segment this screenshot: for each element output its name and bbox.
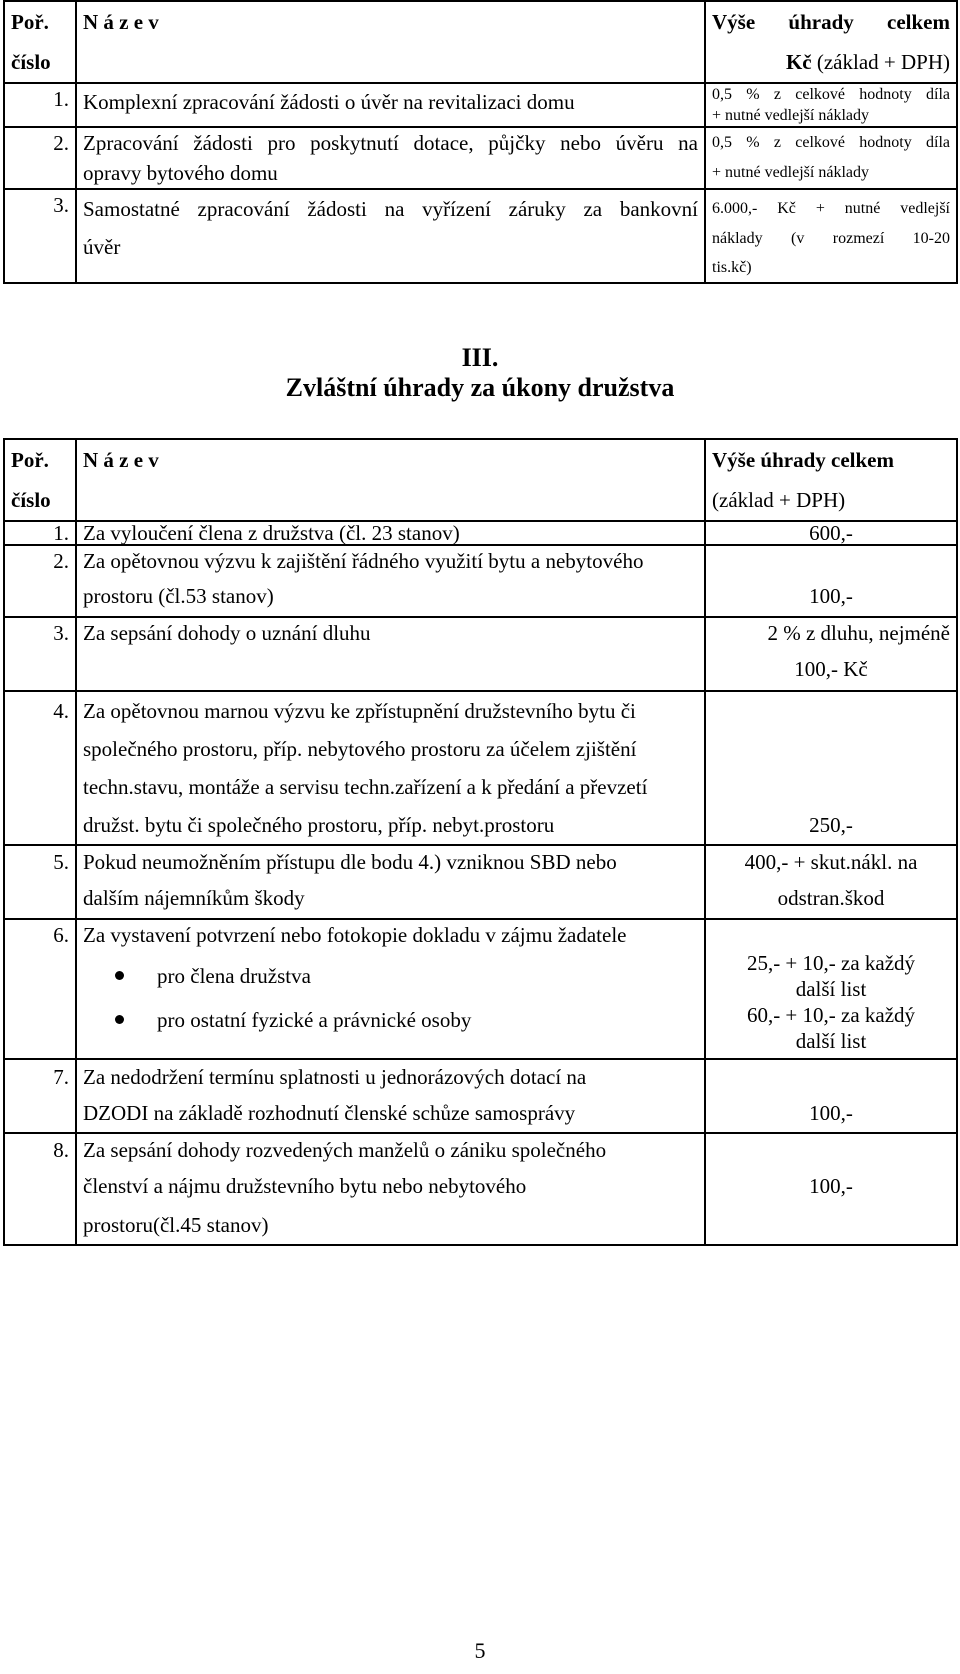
- row-name: [76, 1133, 705, 1245]
- row-number: 7.: [4, 1059, 76, 1133]
- page-number: 5: [474, 1638, 486, 1663]
- header-amount-cell: [705, 1, 957, 83]
- amount-line: 2 % z dluhu, nejméně: [767, 621, 950, 645]
- name-line: společného prostoru, příp. nebytového prostoru za účelem zjištění: [83, 737, 637, 761]
- name-line: Samostatné zpracování žádosti na vyřízení záruky za bankovní: [83, 197, 698, 221]
- table-header-row: [4, 439, 957, 521]
- section-heading: [0, 343, 960, 403]
- amount-line: 0,5 % z celkové hodnoty díla: [712, 134, 950, 151]
- name-line: Za opětovnou výzvu k zajištění řádného využití bytu a nebytového: [83, 549, 644, 573]
- row-amount: 100,-: [705, 545, 957, 617]
- header-label: číslo: [11, 50, 51, 74]
- amount-line: 100,- Kč: [794, 657, 868, 681]
- amount-line: 100,-: [809, 1174, 853, 1198]
- header-number-cell: [4, 1, 76, 83]
- name-line: družst. bytu či společného prostoru, příp. nebyt.prostoru: [83, 813, 555, 837]
- currency-label: Kč: [785, 50, 812, 74]
- header-label: N á z e v: [83, 10, 159, 34]
- table-header-row: [4, 1, 957, 83]
- name-line: Za vystavení potvrzení nebo fotokopie dokladu v zájmu žadatele: [83, 923, 627, 947]
- header-label: Výše úhrady celkem: [712, 10, 950, 34]
- amount-line: odstran.škod: [777, 886, 885, 910]
- header-name-cell: [76, 1, 705, 83]
- name-line: úvěr: [83, 235, 121, 259]
- table-row: [4, 189, 957, 283]
- amount-line: + nutné vedlejší náklady: [712, 164, 869, 181]
- table-row: [4, 919, 957, 1059]
- row-number: 6.: [4, 919, 76, 1059]
- table-row: [4, 617, 957, 691]
- row-amount: [705, 83, 957, 127]
- name-line: Za opětovnou marnou výzvu ke zpřístupnění družstevního bytu či: [83, 699, 636, 723]
- row-name: [76, 189, 705, 283]
- amount-line: + nutné vedlejší náklady: [712, 107, 869, 124]
- name-line: dalším nájemníkům škody: [83, 886, 305, 910]
- amount-line: 6.000,- Kč + nutné vedlejší: [712, 200, 950, 217]
- row-amount: [705, 845, 957, 919]
- name-line: prostoru (čl.53 stanov): [83, 584, 274, 608]
- row-amount: [705, 919, 957, 1059]
- row-amount: [705, 1133, 957, 1245]
- row-amount: [705, 189, 957, 283]
- section-number: III.: [461, 343, 499, 372]
- table-row: [4, 691, 957, 845]
- row-number: 1.: [4, 521, 76, 545]
- table-row: [4, 845, 957, 919]
- amount-line: další list: [795, 977, 867, 1001]
- header-label: Poř.: [11, 10, 49, 34]
- row-name: [76, 127, 705, 189]
- row-name: [76, 845, 705, 919]
- row-name: [76, 691, 705, 845]
- row-name: [76, 919, 705, 1059]
- row-name: [76, 545, 705, 617]
- name-line: Zpracování žádosti pro poskytnutí dotace, půjčky nebo úvěru na: [83, 131, 698, 155]
- name-line: DZODI na základě rozhodnutí členské schůze samosprávy: [83, 1101, 576, 1125]
- amount-line: 0,5 % z celkové hodnoty díla: [712, 86, 950, 103]
- name-line: techn.stavu, montáže a servisu techn.zařízení a k předání a převzetí: [83, 775, 648, 799]
- vat-label: (základ + DPH): [811, 50, 950, 74]
- header-label: N á z e v: [83, 448, 159, 472]
- section-title: Zvláštní úhrady za úkony družstva: [285, 373, 675, 402]
- name-line: prostoru(čl.45 stanov): [83, 1213, 269, 1237]
- table-row: [4, 545, 957, 617]
- header-label: Poř.: [11, 448, 49, 472]
- row-number: 2.: [4, 127, 76, 189]
- bullet-list: [83, 954, 698, 1042]
- amount-line: 25,- + 10,- za každý: [746, 951, 916, 975]
- row-name: Komplexní zpracování žádosti o úvěr na revitalizaci domu: [76, 83, 705, 127]
- header-label: číslo: [11, 488, 51, 512]
- amount-line: 60,- + 10,- za každý: [746, 1003, 916, 1027]
- row-number: 3.: [4, 189, 76, 283]
- row-name: Za vyloučení člena z družstva (čl. 23 stanov): [76, 521, 705, 545]
- name-line: Za nedodržení termínu splatnosti u jednorázových dotací na: [83, 1065, 587, 1089]
- row-amount: [705, 617, 957, 691]
- header-amount-cell: [705, 439, 957, 521]
- header-label: Výše úhrady celkem: [712, 448, 894, 472]
- header-label: [712, 42, 950, 82]
- table-row: [4, 83, 957, 127]
- row-number: 5.: [4, 845, 76, 919]
- fees-table-2: [3, 438, 958, 1246]
- row-number: 2.: [4, 545, 76, 617]
- amount-line: další list: [795, 1029, 867, 1053]
- amount-line: 400,- + skut.nákl. na: [744, 850, 918, 874]
- row-number: 1.: [4, 83, 76, 127]
- row-name: [76, 1059, 705, 1133]
- row-amount: 100,-: [705, 1059, 957, 1133]
- header-label: (základ + DPH): [712, 488, 846, 512]
- amount-line: náklady (v rozmezí 10-20: [712, 230, 950, 247]
- name-line: Za sepsání dohody rozvedených manželů o zániku společného: [83, 1138, 607, 1162]
- table-row: [4, 1059, 957, 1133]
- amount-line: tis.kč): [712, 259, 752, 276]
- header-number-cell: [4, 439, 76, 521]
- list-item: pro ostatní fyzické a právnické osoby: [157, 998, 698, 1042]
- row-amount: 600,-: [705, 521, 957, 545]
- row-number: 4.: [4, 691, 76, 845]
- row-number: 8.: [4, 1133, 76, 1245]
- table-row: [4, 521, 957, 545]
- row-name: Za sepsání dohody o uznání dluhu: [76, 617, 705, 691]
- list-item: pro člena družstva: [157, 954, 698, 998]
- table-row: [4, 127, 957, 189]
- row-amount: 250,-: [705, 691, 957, 845]
- name-line: opravy bytového domu: [83, 161, 278, 185]
- row-amount: [705, 127, 957, 189]
- name-line: členství a nájmu družstevního bytu nebo nebytového: [83, 1174, 527, 1198]
- fees-table-1: [3, 0, 958, 284]
- row-number: 3.: [4, 617, 76, 691]
- table-row: [4, 1133, 957, 1245]
- name-line: Pokud neumožněním přístupu dle bodu 4.) vzniknou SBD nebo: [83, 850, 617, 874]
- header-name-cell: [76, 439, 705, 521]
